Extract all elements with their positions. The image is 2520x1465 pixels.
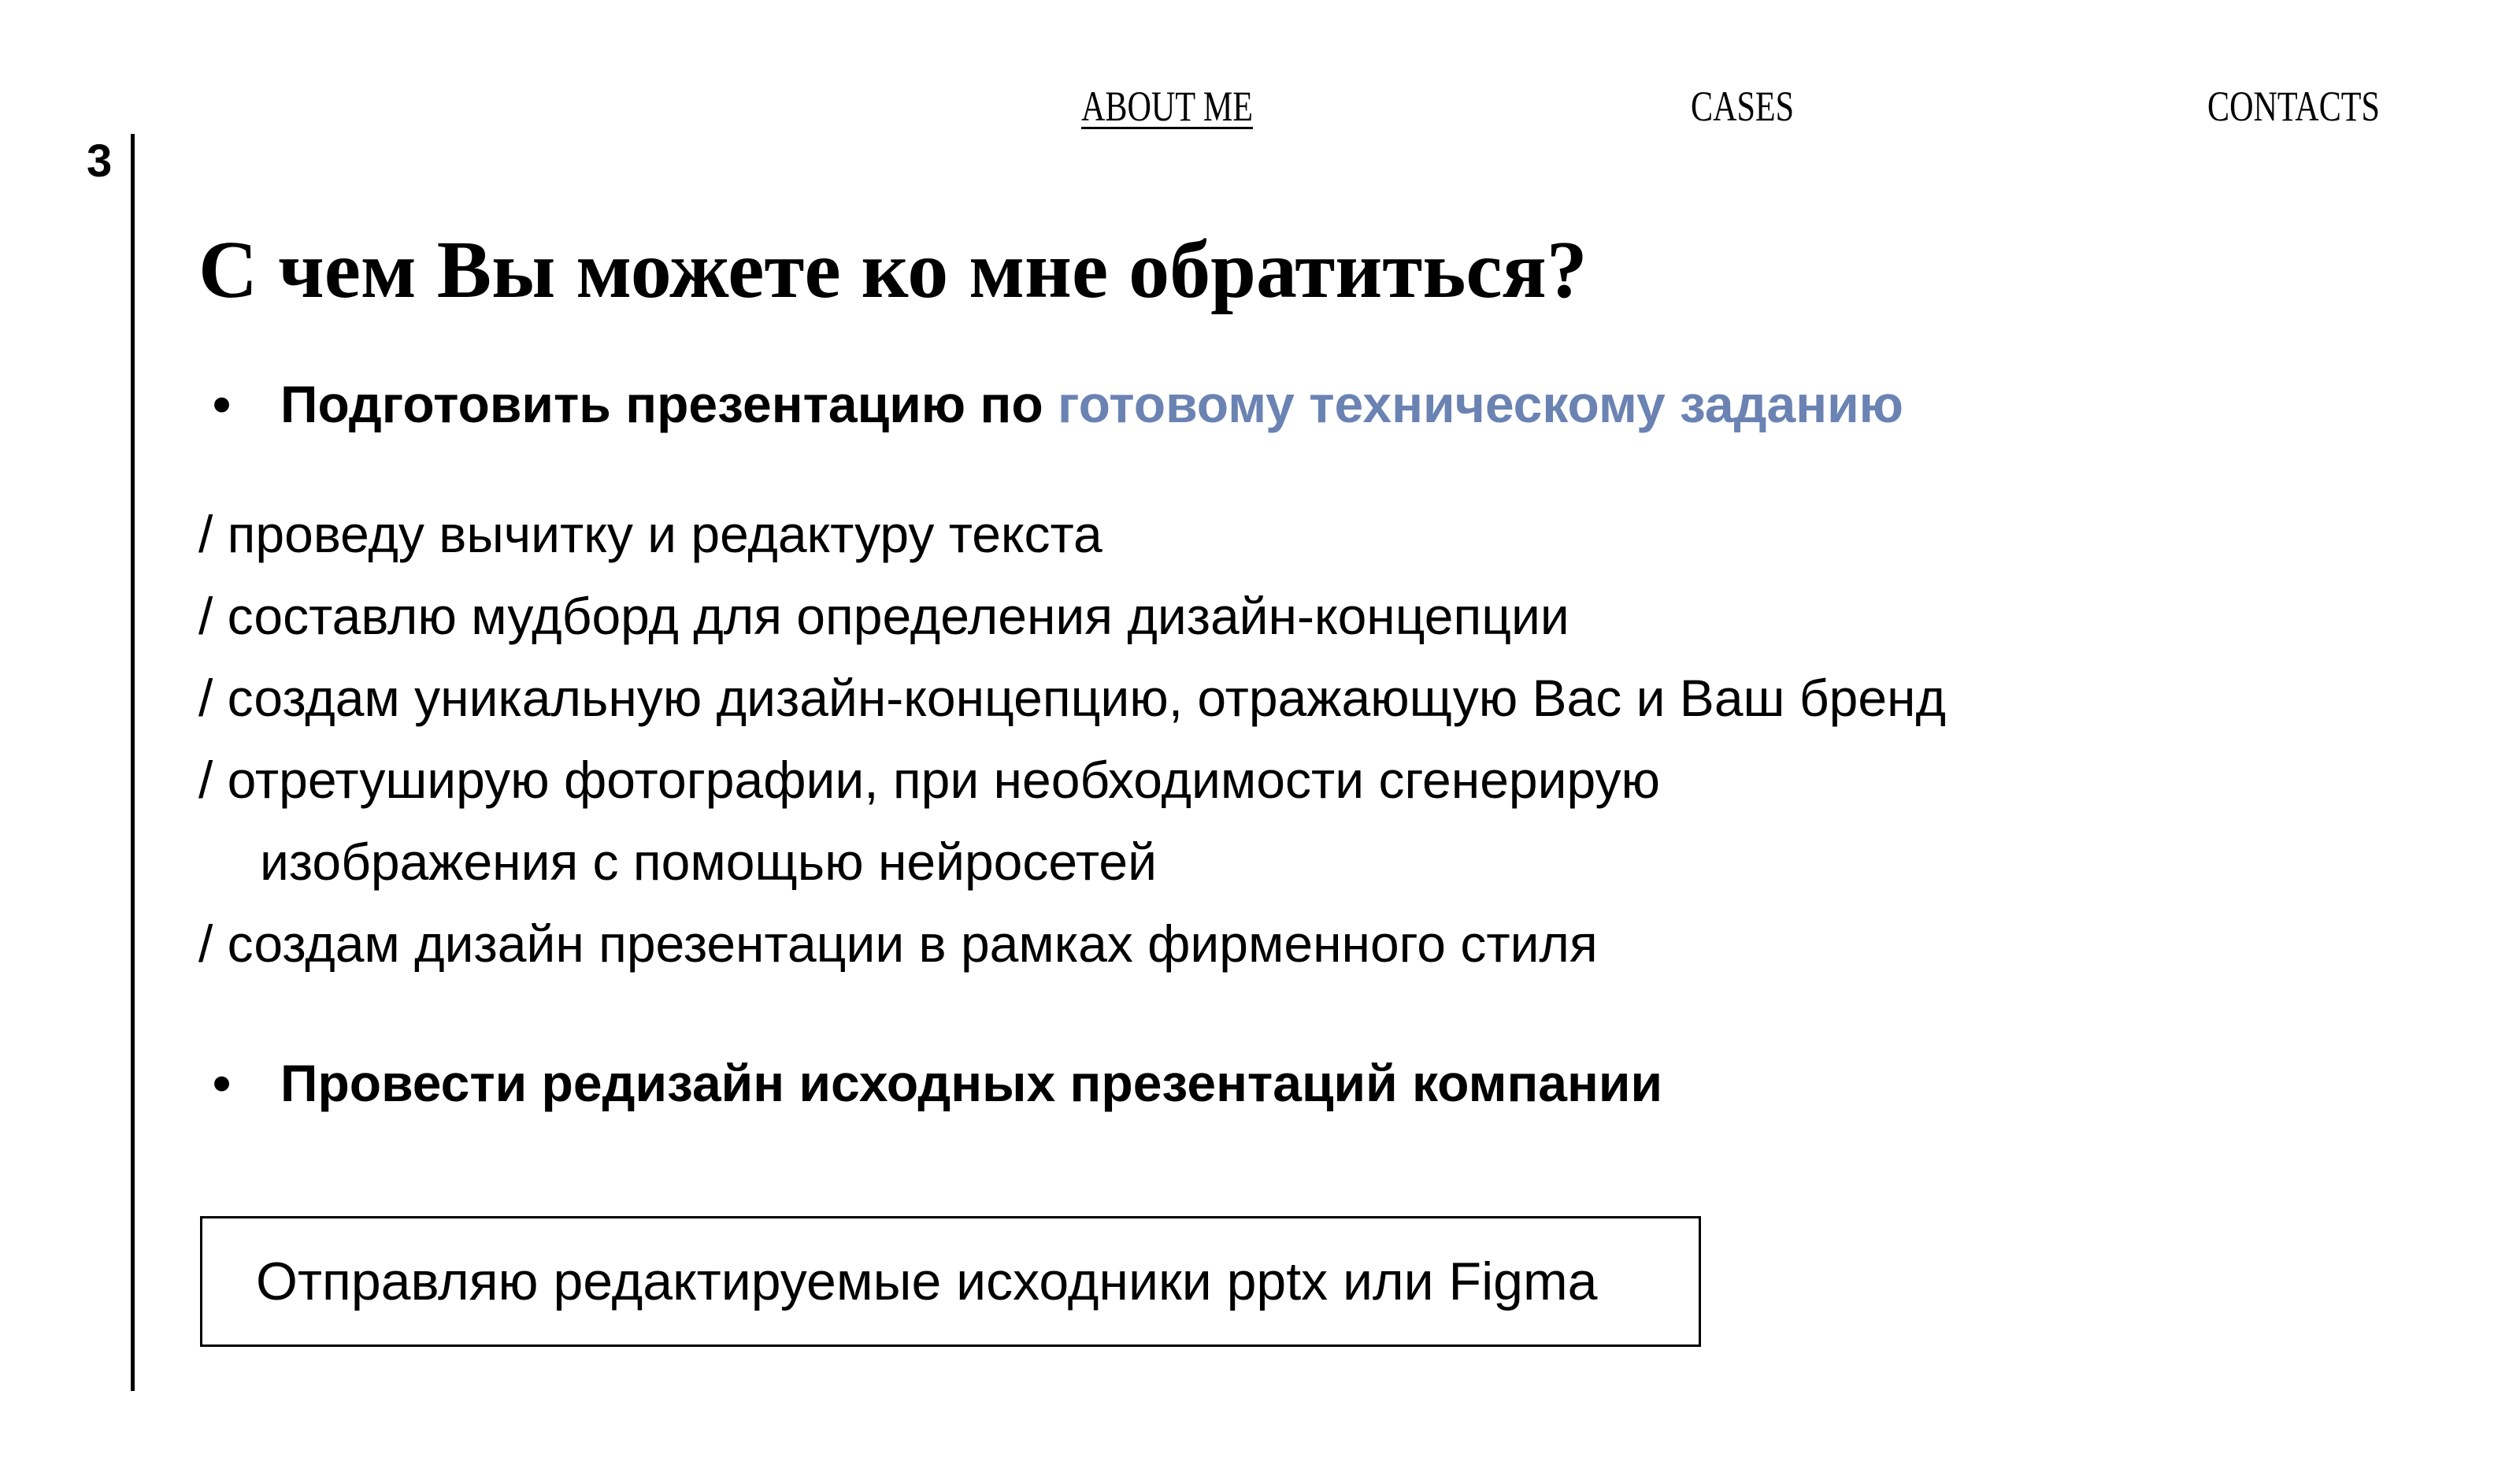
- task-item: / отретуширую фотографии, при необходимости сгенерирую: [198, 751, 1660, 809]
- service-bullet-presentation: [213, 373, 1903, 436]
- task-item: / создам дизайн презентации в рамках фирменного стиля: [198, 914, 1598, 973]
- task-item: / составлю мудборд для определения дизайн-концепции: [198, 587, 1569, 645]
- bullet-accent-text: готовому техническому заданию: [1058, 375, 1904, 433]
- task-item-continuation: изображения с помощью нейросетей: [260, 833, 1157, 891]
- task-list: [198, 493, 1946, 985]
- bullet-text: Подготовить презентацию по: [280, 375, 1058, 433]
- task-item: / проведу вычитку и редактуру текста: [198, 505, 1102, 563]
- page-number: 3: [87, 135, 113, 187]
- vertical-divider: [131, 134, 135, 1391]
- nav-about-me[interactable]: ABOUT ME: [1081, 83, 1254, 130]
- bullet-text: Провести редизайн исходных презентаций компании: [280, 1054, 1663, 1112]
- nav-cases[interactable]: CASES: [1691, 83, 1795, 130]
- page-title: С чем Вы можете ко мне обратиться?: [198, 224, 1588, 315]
- task-item: / создам уникальную дизайн-концепцию, отражающую Вас и Ваш бренд: [198, 669, 1946, 727]
- nav-contacts[interactable]: CONTACTS: [2207, 83, 2380, 130]
- service-bullet-redesign: [213, 1052, 1662, 1115]
- bullet-marker: •: [213, 375, 232, 433]
- deliverables-note-text: Отправляю редактируемые исходники pptx или Figma: [256, 1252, 1598, 1311]
- bullet-marker: •: [213, 1054, 232, 1112]
- deliverables-note-box: [200, 1216, 1701, 1347]
